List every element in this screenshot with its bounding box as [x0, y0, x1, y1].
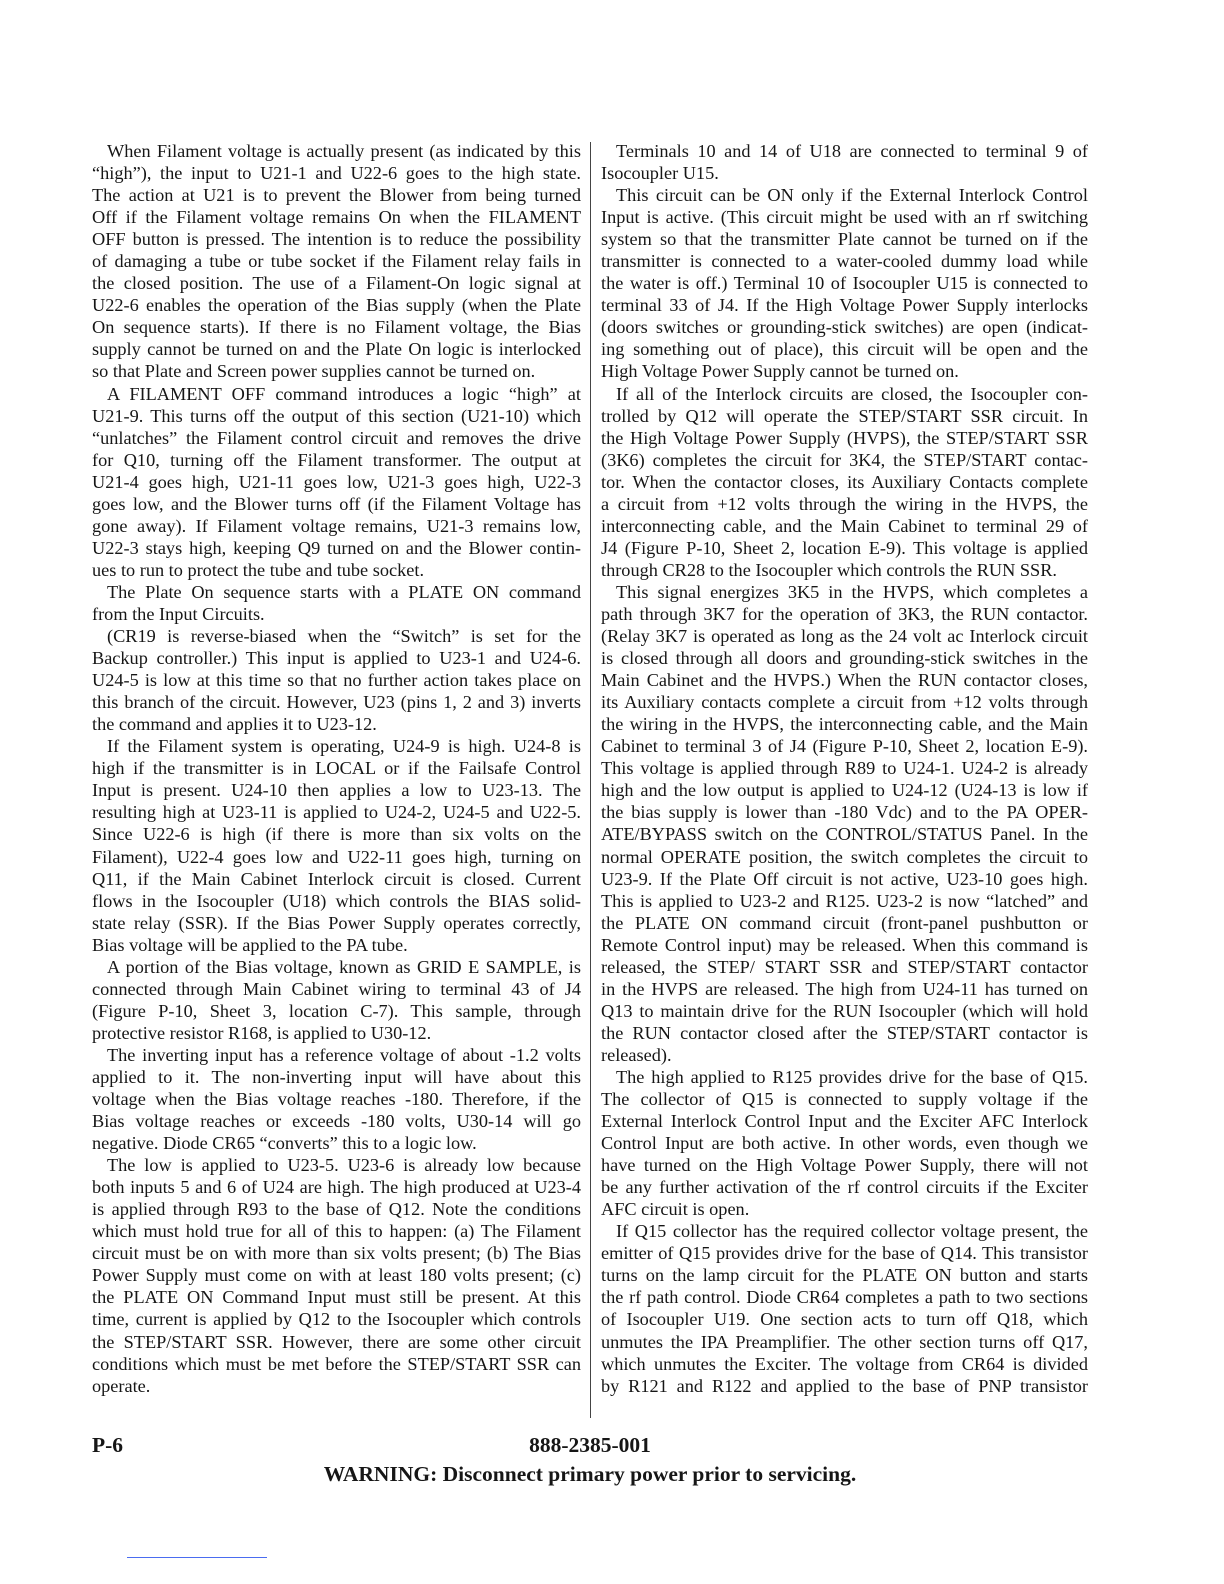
text-line: A portion of the Bias voltage, known as GRID E SAMPLE, is — [107, 956, 581, 977]
text-line: terminal 33 of J4. If the High Voltage Power Supply interlocks — [601, 295, 1088, 316]
text-line: conditions which must be met before the STEP/START SSR can — [92, 1353, 581, 1374]
paragraph — [92, 383, 581, 581]
text-line: Cabinet to terminal 3 of J4 (Figure P-10, Sheet 2, location E-9). — [601, 736, 1088, 757]
text-line: Control Input are both active. In other words, even though we — [601, 1133, 1088, 1154]
text-line: of Isocoupler U19. One section acts to turn off Q18, which — [601, 1309, 1088, 1330]
text-line: Bias voltage will be applied to the PA tube. — [92, 934, 408, 955]
text-line: If the Filament system is operating, U24-9 is high. U24-8 is — [107, 736, 581, 757]
text-line: If Q15 collector has the required collector voltage present, the — [616, 1221, 1088, 1242]
text-line: ing something out of place), this circuit will be open and the — [601, 339, 1088, 360]
safety-warning: WARNING: Disconnect primary power prior to servicing. — [323, 1462, 857, 1486]
text-line: This voltage is applied through R89 to U24-1. U24-2 is already — [601, 758, 1088, 779]
text-line: This signal energizes 3K5 in the HVPS, which completes a — [616, 581, 1088, 602]
paragraph — [92, 956, 581, 1044]
text-line: “unlatches” the Filament control circuit and removes the drive — [92, 427, 581, 448]
text-line: (Relay 3K7 is operated as long as the 24 volt ac Interlock circuit — [601, 626, 1088, 647]
text-line: system so that the transmitter Plate cannot be turned on if the — [601, 229, 1088, 250]
text-line: emitter of Q15 provides drive for the base of Q14. This transistor — [601, 1243, 1088, 1264]
text-line: the PLATE ON Command Input must still be present. At this — [92, 1287, 581, 1308]
text-line: External Interlock Control Input and the Exciter AFC Interlock — [601, 1111, 1088, 1132]
text-line: If all of the Interlock circuits are closed, the Isocoupler con- — [616, 383, 1088, 404]
text-line: Backup controller.) This input is applied to U23-1 and U24-6. — [92, 648, 581, 669]
text-line: time, current is applied by Q12 to the Isocoupler which controls — [92, 1309, 581, 1330]
text-line: When Filament voltage is actually present (as indicated by this — [107, 141, 581, 161]
text-line: have turned on the High Voltage Power Supply, there will not — [601, 1155, 1088, 1176]
text-line: the PLATE ON command circuit (front-panel pushbutton or — [601, 912, 1088, 933]
text-line: the water is off.) Terminal 10 of Isocoupler U15 is connected to — [601, 273, 1088, 294]
paragraph — [92, 1154, 581, 1397]
text-line: J4 (Figure P-10, Sheet 2, location E-9). This voltage is applied — [601, 537, 1088, 558]
text-line: by R121 and R122 and applied to the base of PNP transistor — [601, 1375, 1088, 1396]
text-line: released). — [601, 1044, 672, 1065]
text-line: The high applied to R125 provides drive for the base of Q15. — [616, 1066, 1088, 1087]
text-line: resulting high at U23-11 is applied to U24-2, U24-5 and U22-5. — [92, 802, 581, 823]
text-line: The inverting input has a reference voltage of about -1.2 volts — [107, 1044, 581, 1065]
paragraph — [92, 581, 581, 625]
text-line: the closed position. The use of a Filament-On logic signal at — [92, 273, 581, 294]
text-line: Q13 to maintain drive for the RUN Isocoupler (which will hold — [601, 1000, 1088, 1021]
text-line: transmitter is connected to a water-cooled dummy load while — [601, 251, 1088, 272]
text-line: Power Supply must come on with at least 180 volts present; (c) — [92, 1265, 581, 1286]
column-divider — [590, 142, 591, 1418]
text-line: is applied through R93 to the base of Q12. Note the conditions — [92, 1199, 581, 1220]
text-line: supply cannot be turned on and the Plate On logic is interlocked — [92, 339, 581, 360]
text-line: This circuit can be ON only if the External Interlock Control — [616, 185, 1088, 206]
text-line: of damaging a tube or tube socket if the Filament relay fails in — [92, 251, 581, 272]
text-line: the High Voltage Power Supply (HVPS), the STEP/START SSR — [601, 427, 1088, 448]
paragraph — [601, 1220, 1088, 1396]
page-number: P-6 — [92, 1433, 124, 1457]
text-line: This is applied to U23-2 and R125. U23-2 is now “latched” and — [601, 890, 1088, 911]
text-line: The action at U21 is to prevent the Blower from being turned — [92, 185, 581, 206]
text-line: On sequence starts). If there is no Filament voltage, the Bias — [92, 317, 581, 338]
text-line: which must hold true for all of this to happen: (a) The Filament — [92, 1221, 581, 1242]
text-line: its Auxiliary contacts complete a circuit from +12 volts through — [601, 692, 1088, 713]
text-line: The collector of Q15 is connected to supply voltage if the — [601, 1089, 1088, 1110]
text-line: a circuit from +12 volts through the wiring in the HVPS, the — [601, 493, 1088, 514]
text-line: Filament), U22-4 goes low and U22-11 goes high, turning on — [92, 846, 581, 867]
text-line: through CR28 to the Isocoupler which controls the RUN SSR. — [601, 559, 1057, 580]
text-line: operate. — [92, 1375, 151, 1396]
text-line: gone away). If Filament voltage remains, U21-3 remains low, — [92, 515, 581, 536]
text-line: A FILAMENT OFF command introduces a logic “high” at — [107, 383, 581, 404]
paragraph — [601, 581, 1088, 1066]
text-line: which unmutes the Exciter. The voltage from CR64 is divided — [601, 1353, 1088, 1374]
paragraph — [92, 735, 581, 955]
text-line: is closed through all doors and grounding-stick switches in the — [601, 648, 1088, 669]
text-line: “high”), the input to U21-1 and U22-6 goes to the high state. — [92, 163, 581, 184]
text-line: ues to run to protect the tube and tube socket. — [92, 559, 425, 580]
text-line: from the Input Circuits. — [92, 603, 265, 624]
text-line: turns on the lamp circuit for the PLATE ON button and starts — [601, 1265, 1088, 1286]
text-line: U21-9. This turns off the output of this section (U21-10) which — [92, 405, 581, 426]
text-line: (Figure P-10, Sheet 3, location C-7). This sample, through — [92, 1000, 581, 1021]
paragraph — [92, 1044, 581, 1154]
text-line: Since U22-6 is high (if there is more than six volts on the — [92, 824, 581, 845]
text-line: path through 3K7 for the operation of 3K3, the RUN contactor. — [601, 603, 1088, 624]
text-line: U22-3 stays high, keeping Q9 turned on and the Blower contin- — [92, 537, 581, 558]
text-line: High Voltage Power Supply cannot be turned on. — [601, 361, 959, 382]
text-line: tor. When the contactor closes, its Auxiliary Contacts complete — [601, 471, 1088, 492]
paragraph — [601, 184, 1088, 382]
text-line: connected through Main Cabinet wiring to terminal 43 of J4 — [92, 978, 581, 999]
text-line: Input is present. U24-10 then applies a low to U23-13. The — [92, 780, 581, 801]
text-line: Isocoupler U15. — [601, 163, 719, 184]
text-line: interconnecting cable, and the Main Cabinet to terminal 29 of — [601, 515, 1088, 536]
text-line: ATE/BYPASS switch on the CONTROL/STATUS Panel. In the — [601, 824, 1088, 845]
text-line: Bias voltage reaches or exceeds -180 volts, U30-14 will go — [92, 1111, 581, 1132]
text-line: the bias supply is lower than -180 Vdc) and to the PA OPER- — [601, 802, 1088, 823]
text-line: protective resistor R168, is applied to U30-12. — [92, 1022, 432, 1043]
text-line: negative. Diode CR65 “converts” this to a logic low. — [92, 1133, 477, 1154]
text-line: the rf path control. Diode CR64 completes a path to two sections — [601, 1287, 1088, 1308]
text-line: this branch of the circuit. However, U23 (pins 1, 2 and 3) inverts — [92, 692, 581, 713]
text-line: the wiring in the HVPS, the interconnecting cable, and the Main — [601, 714, 1088, 735]
text-line: applied to it. The non-inverting input will have about this — [92, 1066, 581, 1087]
paragraph — [601, 1066, 1088, 1220]
text-line: voltage when the Bias voltage reaches -180. Therefore, if the — [92, 1089, 581, 1110]
paragraph — [601, 140, 1088, 184]
text-line: released, the STEP/ START SSR and STEP/START contactor — [601, 956, 1088, 977]
text-line: Input is active. (This circuit might be used with an rf switching — [601, 207, 1088, 228]
text-line: Q11, if the Main Cabinet Interlock circuit is closed. Current — [92, 868, 581, 889]
blue-underline-mark — [127, 1557, 267, 1558]
text-line: Off if the Filament voltage remains On when the FILAMENT — [92, 207, 581, 228]
text-line: Main Cabinet and the HVPS.) When the RUN contactor closes, — [601, 670, 1088, 691]
text-line: U21-4 goes high, U21-11 goes low, U21-3 goes high, U22-3 — [92, 471, 581, 492]
text-line: OFF button is pressed. The intention is to reduce the possibility — [92, 229, 581, 250]
text-line: both inputs 5 and 6 of U24 are high. The high produced at U23-4 — [92, 1177, 581, 1198]
text-line: U23-9. If the Plate Off circuit is not active, U23-10 goes high. — [601, 868, 1088, 889]
text-line: unmutes the IPA Preamplifier. The other section turns off Q17, — [601, 1331, 1088, 1352]
paragraph — [92, 625, 581, 735]
text-line: high and the low output is applied to U24-12 (U24-13 is low if — [601, 780, 1088, 801]
text-line: U22-6 enables the operation of the Bias supply (when the Plate — [92, 295, 581, 316]
text-line: The low is applied to U23-5. U23-6 is already low because — [107, 1155, 581, 1176]
text-line: for Q10, turning off the Filament transformer. The output at — [92, 449, 581, 470]
text-column-left — [92, 140, 581, 1397]
text-line: trolled by Q12 will operate the STEP/START SSR circuit. In — [601, 405, 1088, 426]
text-line: U24-5 is low at this time so that no further action takes place on — [92, 670, 581, 691]
paragraph — [92, 140, 581, 383]
text-line: (CR19 is reverse-biased when the “Switch” is set for the — [107, 626, 581, 647]
text-line: normal OPERATE position, the switch completes the circuit to — [601, 846, 1088, 867]
text-line: Terminals 10 and 14 of U18 are connected to terminal 9 of — [616, 141, 1088, 161]
text-line: the command and applies it to U23-12. — [92, 714, 377, 735]
text-line: the RUN contactor closed after the STEP/START contactor is — [601, 1022, 1088, 1043]
text-line: in the HVPS are released. The high from U24-11 has turned on — [601, 978, 1088, 999]
text-line: AFC circuit is open. — [601, 1199, 750, 1220]
paragraph — [601, 383, 1088, 581]
text-line: (doors switches or grounding-stick switches) are open (indicat- — [601, 317, 1088, 338]
text-line: high if the transmitter is in LOCAL or if the Failsafe Control — [92, 758, 581, 779]
text-column-right — [601, 140, 1088, 1397]
text-line: flows in the Isocoupler (U18) which controls the BIAS solid- — [92, 890, 581, 911]
text-line: (3K6) completes the circuit for 3K4, the STEP/START contac- — [601, 449, 1088, 470]
text-line: Remote Control input) may be released. When this command is — [601, 934, 1088, 955]
text-line: the STEP/START SSR. However, there are some other circuit — [92, 1331, 581, 1352]
text-line: be any further activation of the rf control circuits if the Exciter — [601, 1177, 1088, 1198]
text-line: goes low, and the Blower turns off (if the Filament Voltage has — [92, 493, 581, 514]
text-line: so that Plate and Screen power supplies cannot be turned on. — [92, 361, 536, 382]
text-line: state relay (SSR). If the Bias Power Supply operates correctly, — [92, 912, 581, 933]
text-line: circuit must be on with more than six volts present; (b) The Bias — [92, 1243, 581, 1264]
text-line: The Plate On sequence starts with a PLATE ON command — [107, 581, 581, 602]
document-number: 888-2385-001 — [529, 1433, 651, 1457]
